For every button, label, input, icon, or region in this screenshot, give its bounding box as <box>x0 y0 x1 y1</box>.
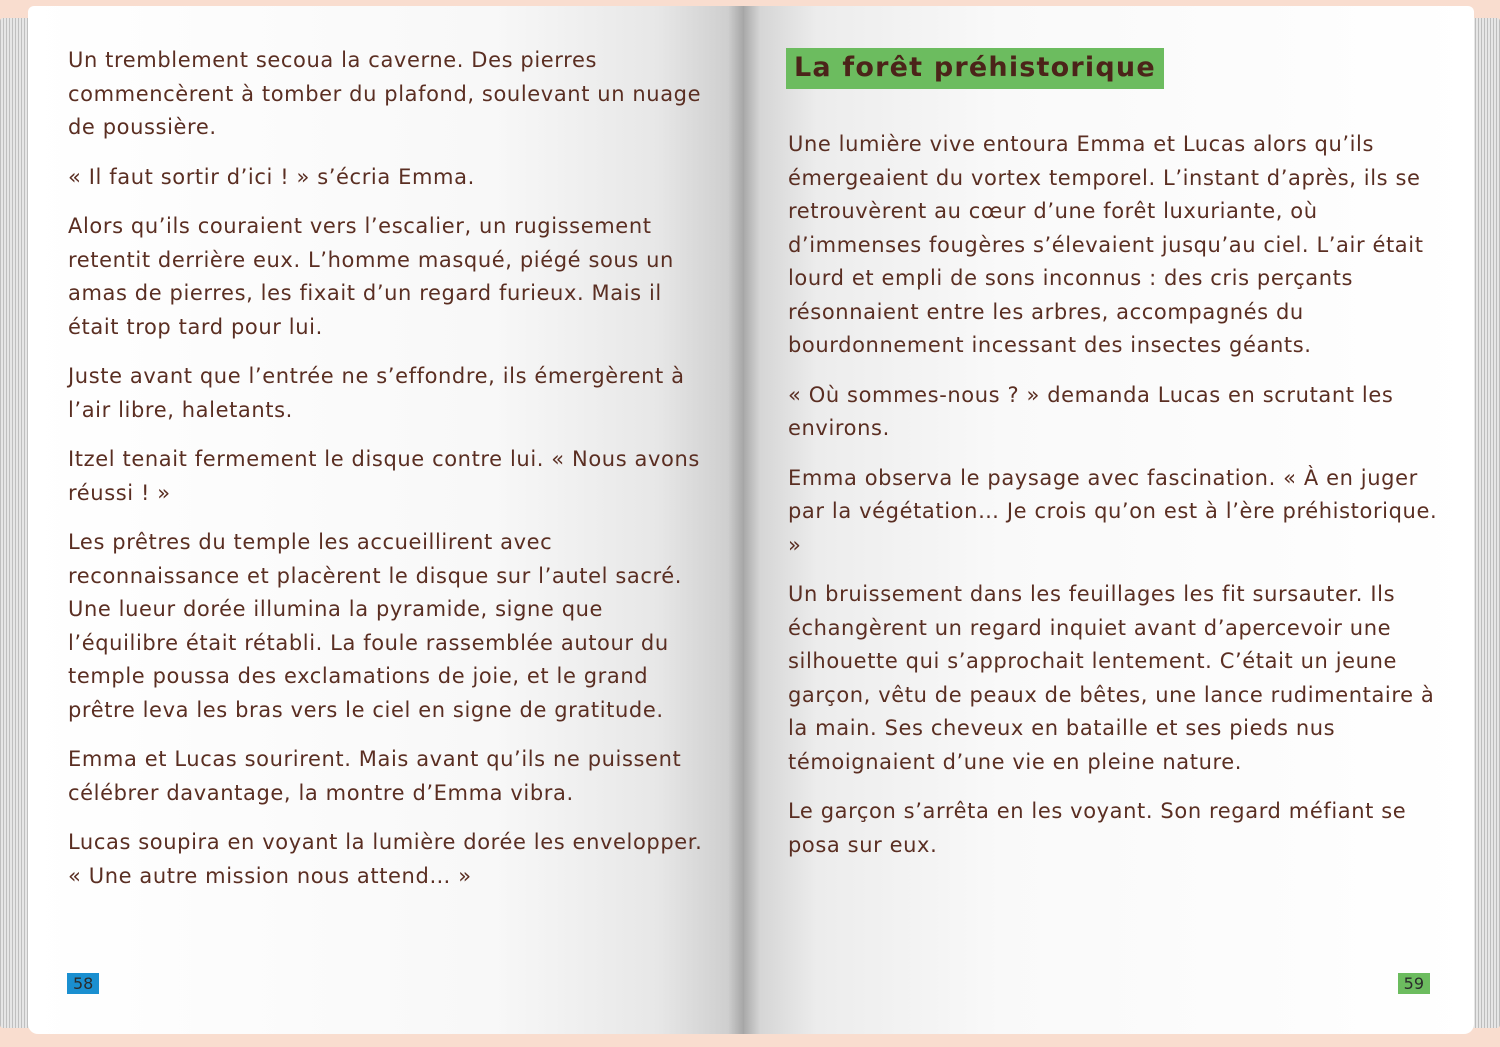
paragraph: Un tremblement secoua la caverne. Des pierres commencèrent à tomber du plafond, soulevant un nuage de poussière. <box>68 48 702 139</box>
paragraph: Juste avant que l’entrée ne s’effondre, ils émergèrent à l’air libre, haletants. <box>68 364 685 422</box>
paragraph: Alors qu’ils couraient vers l’escalier, un rugissement retentit derrière eux. L’homme masqué, piégé sous un amas de pierres, les fixait d’un regard furieux. Mais il était trop tard pour lui. <box>68 214 674 339</box>
paragraph: « Où sommes-nous ? » demanda Lucas en scrutant les environs. <box>788 382 1394 440</box>
paragraph: « Il faut sortir d’ici ! » s’écria Emma. <box>68 164 475 189</box>
right-page-text <box>788 128 1438 878</box>
paragraph: Emma et Lucas sourirent. Mais avant qu’ils ne puissent célébrer davantage, la montre d’Emma vibra. <box>68 747 682 805</box>
paragraph: Les prêtres du temple les accueillirent avec reconnaissance et placèrent le disque sur l’autel sacré. Une lueur dorée illumina la pyramide, signe que l’équilibre était rétabli. La foule rassemblée autour du temple poussa des exclamations de joie, et le grand prêtre leva les bras vers le ciel en signe de gratitude. <box>68 530 683 722</box>
right-page-stack-edge <box>1470 18 1500 1028</box>
book-gutter <box>728 6 760 1034</box>
paragraph: Le garçon s’arrêta en les voyant. Son regard méfiant se posa sur eux. <box>788 799 1407 857</box>
paragraph: Lucas soupira en voyant la lumière dorée les envelopper. « Une autre mission nous attend… » <box>68 830 703 888</box>
paragraph: Emma observa le paysage avec fascination. « À en juger par la végétation… Je crois qu’on est à l’ère préhistorique. » <box>788 465 1438 557</box>
paragraph: Une lumière vive entoura Emma et Lucas alors qu’ils émergeaient du vortex temporel. L’instant d’après, ils se retrouvèrent au cœur d’une forêt luxuriante, où d’immenses fougères s’élevaient jusqu’au ciel. L’air était lourd et empli de sons inconnus : des cris perçants résonnaient entre les arbres, accompagnés du bourdonnement incessant des insectes géants. <box>788 132 1424 357</box>
left-page-text <box>68 44 718 909</box>
paragraph: Itzel tenait fermement le disque contre lui. « Nous avons réussi ! » <box>68 447 700 505</box>
chapter-title: La forêt préhistorique <box>786 48 1164 89</box>
paragraph: Un bruissement dans les feuillages les fit sursauter. Ils échangèrent un regard inquiet avant d’apercevoir une silhouette qui s’approchait lentement. C’était un jeune garçon, vêtu de peaux de bêtes, une lance rudimentaire à la main. Ses cheveux en bataille et ses pieds nus témoignaient d’une vie en pleine nature. <box>788 582 1435 774</box>
page-number: 58 <box>67 973 99 994</box>
left-page <box>28 6 744 1034</box>
page-number: 59 <box>1398 973 1430 994</box>
right-page <box>744 6 1474 1034</box>
